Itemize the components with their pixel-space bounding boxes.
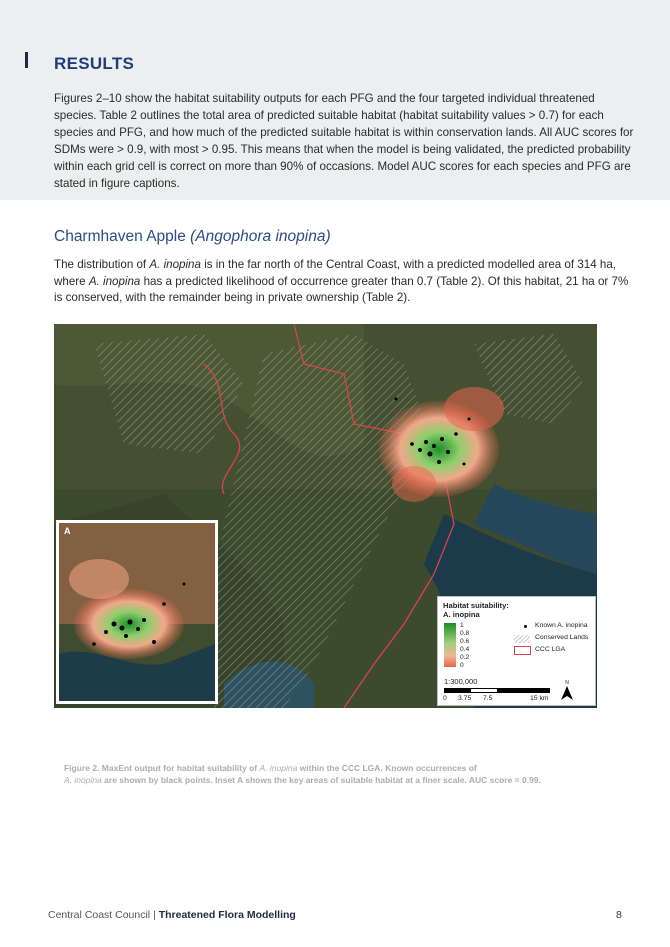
footer xyxy=(48,909,296,921)
ramp-label: 0.4 xyxy=(460,646,470,653)
scale-bar xyxy=(444,688,550,693)
ramp-label: 0.8 xyxy=(460,630,470,637)
occurrence-point-icon xyxy=(524,625,527,628)
results-heading: RESULTS xyxy=(54,54,135,73)
species-italic-1: A. inopina xyxy=(149,258,201,271)
results-paragraph: Figures 2–10 show the habitat suitability outputs for each PFG and the four targeted individual threatened species. Table 2 outlines the total area of predicted suitable habitat (habitat suitability values > 0.7) for each species and PFG, and how much of the predicted suitable habitat is within conservation lands. All AUC scores for SDMs were > 0.9, with most > 0.95. This means that when the model is being validated, the predicted probability within each grid cell is correct on more than 90% of occasions. Model AUC scores for each species and PFG are stated in figure captions. xyxy=(54,92,634,190)
species-common-name: Charmhaven Apple xyxy=(54,228,186,245)
north-label: N xyxy=(565,680,569,686)
caption-text-1: Figure 2. MaxEnt output for habitat suitability of xyxy=(64,763,260,773)
scale-tick: 15 km xyxy=(530,695,549,702)
caption-italic-1: A. inopina xyxy=(259,763,298,773)
inset-label: A xyxy=(64,526,71,536)
species-text-3: has a predicted likelihood of occurrence greater than 0.7 (Table 2). Of this habitat, 21 ha or 7% is conserved, with the remainder being in private ownership (Table 2). xyxy=(54,274,629,304)
caption-text-2: within the CCC LGA. Known occurrences of xyxy=(297,763,477,773)
suitability-color-ramp xyxy=(444,623,456,667)
species-italic-2: A. inopina xyxy=(88,274,141,288)
map-legend xyxy=(437,596,596,706)
scale-tick: 3.75 xyxy=(458,695,472,702)
scale-ratio: 1:300,000 xyxy=(444,677,478,686)
lga-boundary-icon xyxy=(514,646,531,655)
species-scientific-name: (Angophora inopina) xyxy=(190,228,331,245)
page-number: 8 xyxy=(616,909,622,921)
species-heading xyxy=(54,228,331,246)
figure-caption xyxy=(64,763,594,786)
ramp-label: 0.2 xyxy=(460,654,470,661)
conserved-lands-icon xyxy=(514,635,530,643)
legend-lga-label: CCC LGA xyxy=(535,646,566,653)
species-paragraph xyxy=(54,257,636,307)
footer-separator: | xyxy=(153,909,156,921)
north-arrow xyxy=(561,680,573,702)
ramp-label: 0.6 xyxy=(460,638,470,645)
legend-title-line2: A. inopina xyxy=(443,610,480,619)
caption-italic-2: A. inopina xyxy=(64,774,102,785)
ramp-label: 0 xyxy=(460,662,464,669)
section-marker xyxy=(25,52,28,68)
footer-doc-title: Threatened Flora Modelling xyxy=(158,909,296,921)
footer-org: Central Coast Council xyxy=(48,909,151,921)
legend-known-label: Known A. inopina xyxy=(535,622,588,629)
scale-tick: 0 xyxy=(443,695,447,702)
species-text-1: The distribution of xyxy=(54,258,150,271)
scale-tick: 7.5 xyxy=(483,695,493,702)
ramp-label: 1 xyxy=(460,622,464,629)
legend-title-line1: Habitat suitability: xyxy=(443,601,509,610)
legend-conserved-label: Conserved Lands xyxy=(535,634,589,641)
species-text-2: is in the far north of the Central Coast, with a predicted modelled area of 314 ha, where xyxy=(54,258,617,288)
north-arrow-icon xyxy=(561,686,573,700)
caption-text-3: are shown by black points. Inset A shows the key areas of suitable habitat at a finer scale. AUC score = 0.99. xyxy=(101,774,541,785)
legend-title xyxy=(443,601,509,619)
